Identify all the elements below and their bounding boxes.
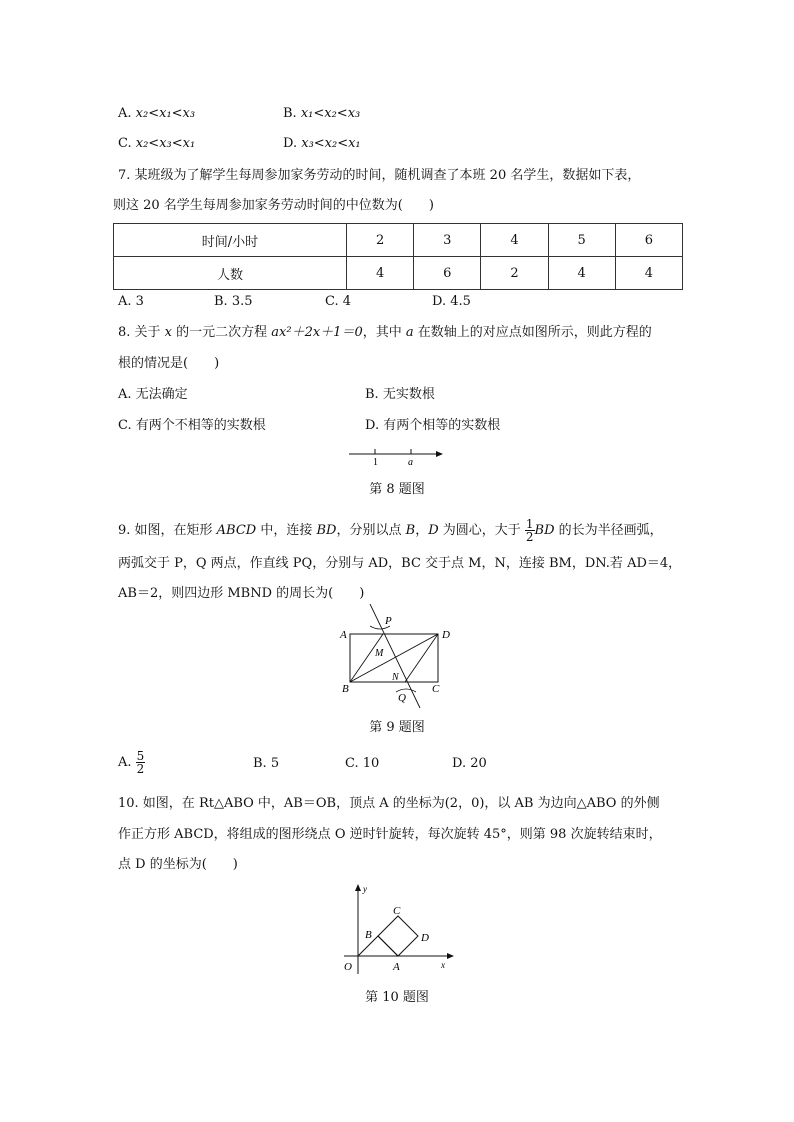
- q9-option-a: A. $\frac{5}{2}$: [118, 749, 145, 776]
- table-cell: 6: [414, 257, 481, 290]
- fraction-one-half: $\frac{1}{2}$: [525, 517, 534, 544]
- q6-option-c: C. x₂<x₃<x₁: [118, 136, 196, 151]
- q8-option-d: D. 有两个相等的实数根: [365, 418, 501, 433]
- table-header-count: 人数: [114, 257, 347, 290]
- label-a: A: [340, 629, 347, 641]
- q7-option-b: B. 3.5: [214, 294, 253, 309]
- label-d: D: [442, 629, 450, 641]
- q7-option-c: C. 4: [325, 294, 352, 309]
- table-header-time: 时间/小时: [114, 224, 347, 257]
- q9-option-d: D. 20: [452, 756, 487, 771]
- q7-stem-line1: 7. 某班级为了解学生每周参加家务劳动的时间，随机调查了本班 20 名学生，数据如下表，: [118, 168, 641, 183]
- q9-stem-line3: AB＝2，则四边形 MBND 的周长为( ): [118, 586, 365, 601]
- q9-stem-line2: 两弧交于 P，Q 两点，作直线 PQ，分别与 AD，BC 交于点 M，N，连接 BM，DN.若 AD＝4，: [118, 556, 682, 571]
- table-cell: 2: [481, 257, 548, 290]
- q6-option-b: B. x₁<x₂<x₃: [283, 106, 361, 121]
- label-q: Q: [398, 692, 406, 704]
- label-b: B: [342, 683, 349, 695]
- q10-figure-caption: 第 10 题图: [365, 990, 429, 1005]
- table-cell: 3: [414, 224, 481, 257]
- triangle-abo: [358, 936, 398, 956]
- label-d: D: [421, 932, 429, 944]
- segment-dn: [405, 634, 438, 682]
- q6-option-d: D. x₃<x₂<x₁: [283, 136, 361, 151]
- q7-option-a: A. 3: [118, 294, 144, 309]
- label-b: B: [365, 929, 372, 941]
- label-m: M: [375, 648, 384, 659]
- square-abcd: [378, 916, 418, 956]
- q9-stem-line1: 9. 如图，在矩形 ABCD 中，连接 BD，分别以点 B，D 为圆心，大于 $\frac{1}{2}$ BD 的长为半径画弧，: [118, 517, 663, 544]
- number-line-figure: [345, 444, 445, 466]
- q7-data-table: [113, 223, 683, 290]
- q10-stem-line2: 作正方形 ABCD，将组成的图形绕点 O 逆时针旋转，每次旋转 45°，则第 98 次旋转结束时，: [118, 827, 662, 842]
- fraction-five-halves: $\frac{5}{2}$: [136, 749, 145, 776]
- label-n: N: [392, 672, 399, 683]
- label-p: P: [385, 615, 392, 627]
- label-x: x: [441, 960, 445, 970]
- table-cell: 5: [548, 224, 615, 257]
- label-c: C: [432, 683, 440, 695]
- rectangle-construction-figure: [330, 604, 460, 714]
- q8-stem-line1: 8. 关于 x 的一元二次方程 ax²＋2x＋1＝0，其中 a 在数轴上的对应点如图所示，则此方程的: [118, 325, 652, 340]
- q6-option-a: A. x₂<x₁<x₃: [118, 106, 196, 121]
- q9-option-c: C. 10: [345, 756, 380, 771]
- q8-stem-line2: 根的情况是( ): [118, 356, 220, 371]
- q9-option-b: B. 5: [253, 756, 280, 771]
- q8-option-a: A. 无法确定: [118, 387, 188, 402]
- table-cell: 6: [615, 224, 682, 257]
- table-row: [114, 257, 683, 290]
- q10-stem-line1: 10. 如图，在 Rt△ABO 中，AB＝OB，顶点 A 的坐标为(2，0)，以 AB 为边向△ABO 的外侧: [118, 796, 660, 811]
- table-cell: 4: [347, 257, 414, 290]
- label-y: y: [363, 884, 367, 894]
- coordinate-figure: [340, 878, 460, 978]
- table-cell: 2: [347, 224, 414, 257]
- label-c: C: [393, 905, 401, 917]
- q10-stem-line3: 点 D 的坐标为( ): [118, 857, 238, 872]
- q9-figure-caption: 第 9 题图: [369, 720, 425, 735]
- label-one: 1: [373, 457, 378, 466]
- q8-option-c: C. 有两个不相等的实数根: [118, 418, 266, 433]
- label-a: A: [393, 961, 400, 973]
- q8-figure-caption: 第 8 题图: [369, 482, 425, 497]
- table-row: [114, 224, 683, 257]
- q7-option-d: D. 4.5: [432, 294, 471, 309]
- arrow-up-icon: [355, 884, 361, 891]
- table-cell: 4: [548, 257, 615, 290]
- label-a: a: [408, 457, 413, 466]
- table-cell: 4: [615, 257, 682, 290]
- arrow-right-icon: [447, 953, 454, 959]
- q8-option-b: B. 无实数根: [365, 387, 435, 402]
- arrow-right-icon: [436, 451, 443, 457]
- table-cell: 4: [481, 224, 548, 257]
- label-o: O: [344, 961, 352, 973]
- q7-stem-line2: 则这 20 名学生每周参加家务劳动时间的中位数为( ): [113, 198, 434, 213]
